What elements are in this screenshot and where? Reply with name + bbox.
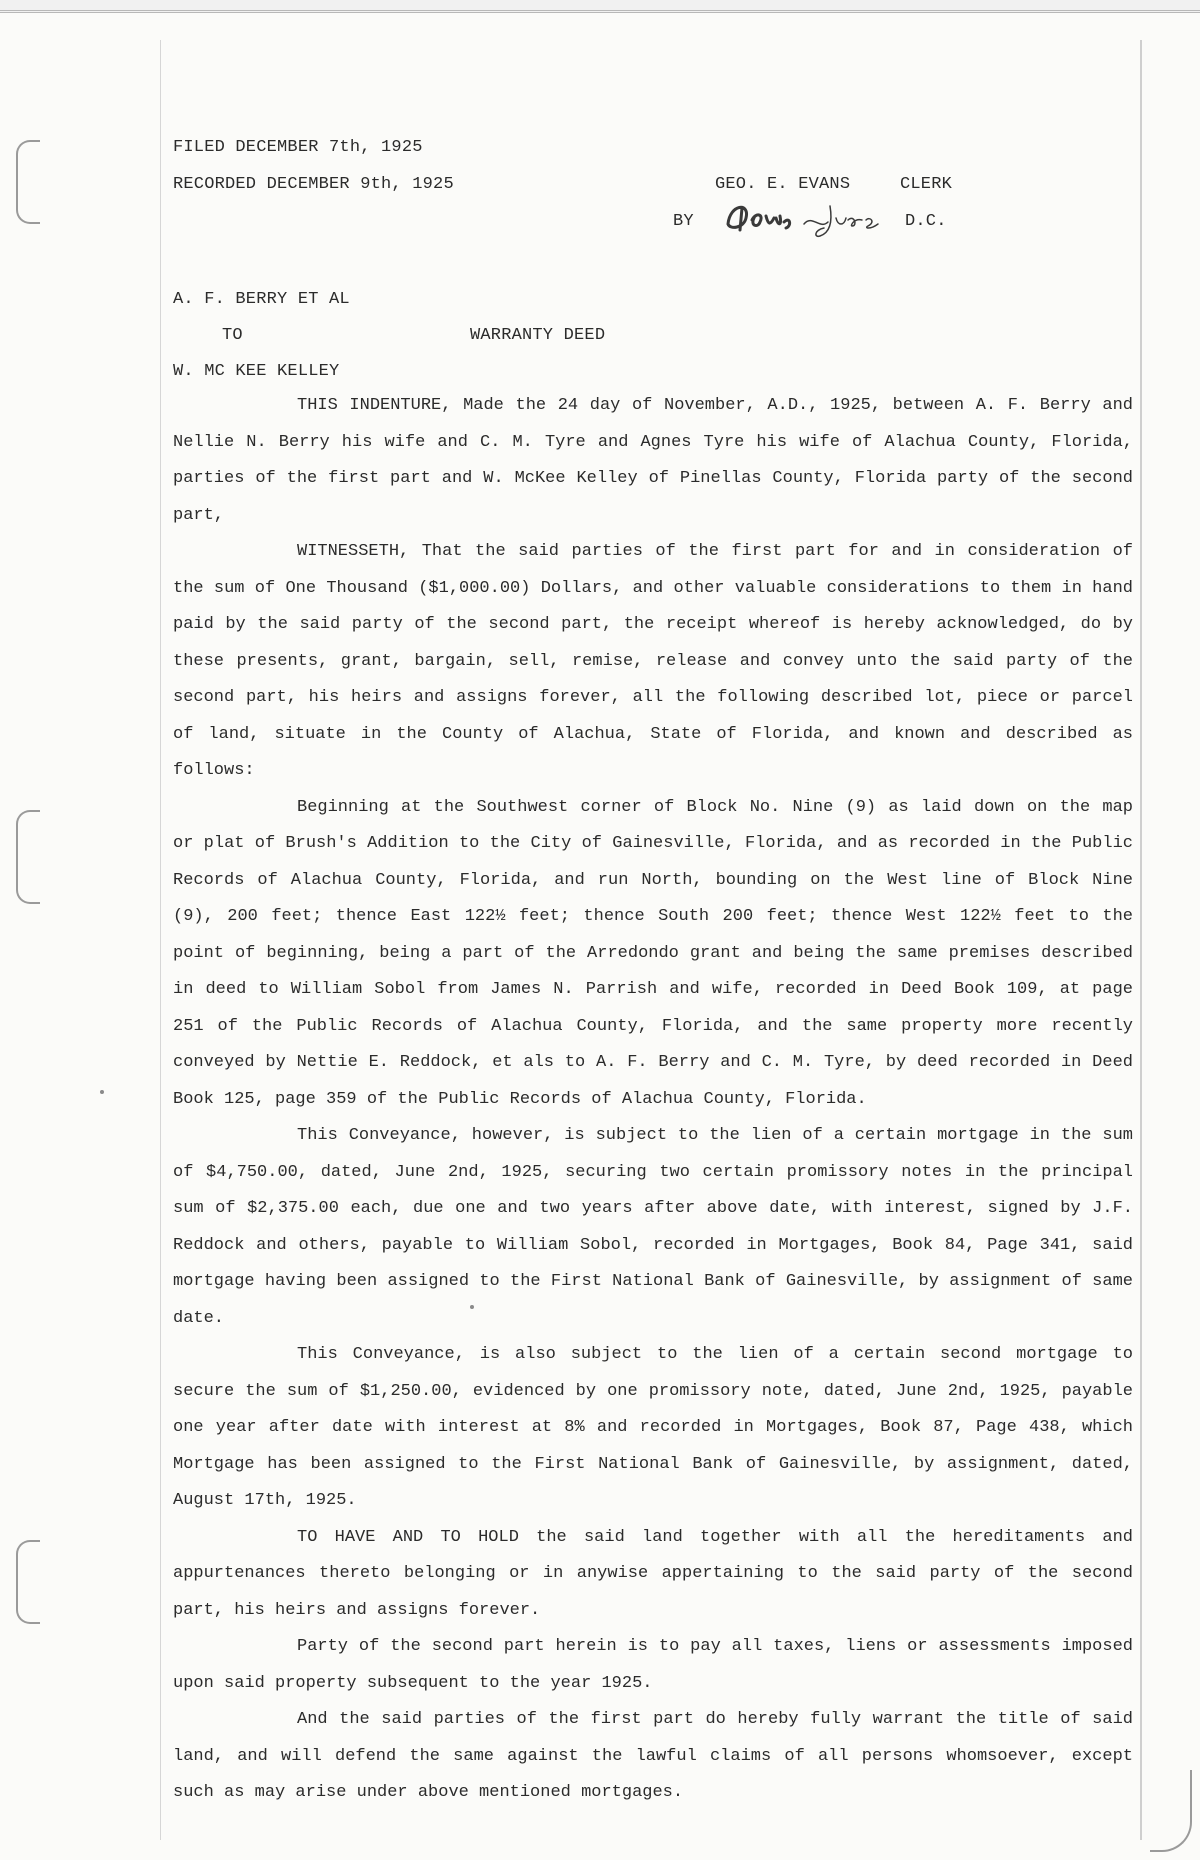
by-label: BY bbox=[673, 212, 694, 231]
left-margin-line bbox=[160, 40, 161, 1840]
paragraph-witnesseth: WITNESSETH, That the said parties of the first part for and in consideration of the sum of One Thousand ($1,000.00) Dollars, and other valuable considerations to them in hand paid by the said party of the second part, the receipt whereof is hereby acknowledged, do by these presents, grant, bargain, sell, remise, release and convey unto the said party of the second part, his heirs and assigns forever, all the following described lot, piece or parcel of land, situate in the County of Alachua, State of Florida, and known and described as follows: bbox=[173, 542, 1133, 780]
binder-hole-mark bbox=[16, 1540, 40, 1624]
paragraph-taxes: Party of the second part herein is to pay all taxes, liens or assessments imposed upon said property subsequent to the year 1925. bbox=[173, 1637, 1133, 1693]
clerk-title: CLERK bbox=[900, 175, 953, 194]
page-corner-curl bbox=[1150, 1770, 1192, 1852]
paragraph-habendum: TO HAVE AND TO HOLD the said land together with all the hereditaments and appurtenances thereto belonging or in anywise appertaining to the said party of the second part, his heirs and assigns forever. bbox=[173, 1527, 1133, 1620]
grantor-name: A. F. BERRY ET AL bbox=[173, 290, 350, 309]
to-label: TO bbox=[222, 326, 243, 345]
paragraph-indenture: THIS INDENTURE, Made the 24 day of November, A.D., 1925, between A. F. Berry and Nellie N. Berry his wife and C. M. Tyre and Agnes Tyre his wife of Alachua County, Florida, parties of the first part and W. McKee Kelley of Pinellas County, Florida party of the second part, bbox=[173, 396, 1133, 525]
deputy-clerk-signature bbox=[720, 196, 900, 238]
grantee-name: W. MC KEE KELLEY bbox=[173, 362, 340, 381]
recorded-date: RECORDED DECEMBER 9th, 1925 bbox=[173, 175, 454, 194]
clerk-name: GEO. E. EVANS bbox=[715, 175, 851, 194]
filed-date: FILED DECEMBER 7th, 1925 bbox=[173, 138, 423, 157]
stray-ink-mark bbox=[100, 1090, 104, 1094]
binder-hole-mark bbox=[16, 810, 40, 904]
stray-ink-mark bbox=[470, 1305, 474, 1309]
page-top-border bbox=[0, 0, 1200, 13]
paragraph-legal-description: Beginning at the Southwest corner of Block No. Nine (9) as laid down on the map or plat of Brush's Addition to the City of Gainesville, Florida, and as recorded in the Public Records of Alachua County, Florida, and run North, bounding on the West line of Block Nine (9), 200 feet; thence East 122½ feet; thence South 200 feet; thence West 122½ feet to the point of beginning, being a part of the Arredondo grant and being the same premises described in deed to William Sobol from James N. Parrish and wife, recorded in Deed Book 109, at page 251 of the Public Records of Alachua County, Florida, and the same property more recently conveyed by Nettie E. Reddock, et als to A. F. Berry and C. M. Tyre, by deed recorded in Deed Book 125, page 359 of the Public Records of Alachua County, Florida. bbox=[173, 797, 1133, 1109]
paragraph-warranty: And the said parties of the first part do hereby fully warrant the title of said land, and will defend the same against the lawful claims of all persons whomsoever, except such as may arise under above mentioned mortgages. bbox=[173, 1710, 1133, 1802]
deed-type-title: WARRANTY DEED bbox=[470, 326, 606, 345]
binder-hole-mark bbox=[16, 140, 40, 224]
deputy-clerk-title: D.C. bbox=[905, 212, 947, 231]
right-margin-line bbox=[1140, 40, 1142, 1840]
paragraph-second-mortgage: This Conveyance, is also subject to the lien of a certain second mortgage to secure the sum of $1,250.00, evidenced by one promissory note, dated, June 2nd, 1925, payable one year after date with interest at 8% and recorded in Mortgages, Book 87, Page 438, which Mortgage has been assigned to the First National Bank of Gainesville, by assignment, dated, August 17th, 1925. bbox=[173, 1345, 1133, 1510]
paragraph-first-mortgage: This Conveyance, however, is subject to the lien of a certain mortgage in the sum of $4,750.00, dated, June 2nd, 1925, securing two certain promissory notes in the principal sum of $2,375.00 each, due one and two years after above date, with interest, signed by J.F. Reddock and others, payable to William Sobol, recorded in Mortgages, Book 84, Page 341, said mortgage having been assigned to the First National Bank of Gainesville, by assignment of same date. bbox=[173, 1126, 1133, 1328]
deed-body bbox=[173, 388, 1133, 1812]
